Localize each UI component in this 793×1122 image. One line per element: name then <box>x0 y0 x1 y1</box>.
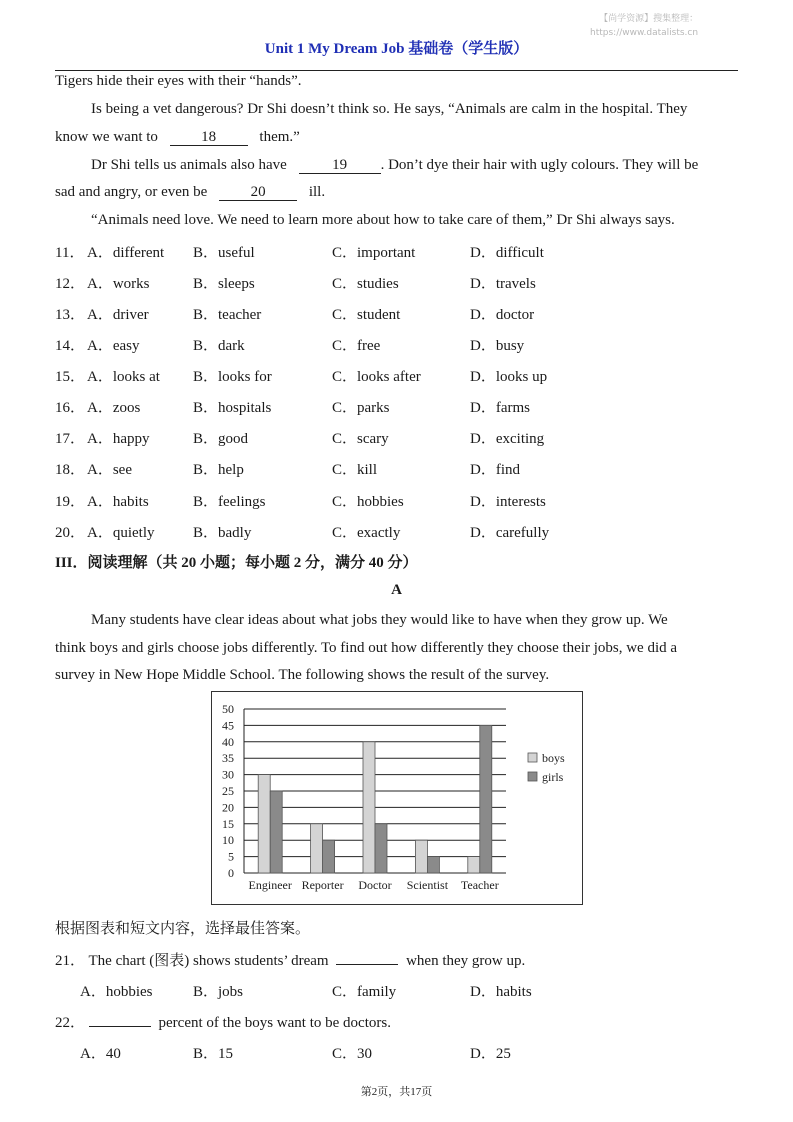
question-number: 15． <box>55 369 86 385</box>
option-c[interactable]: C．30 <box>332 1046 373 1062</box>
question-text: percent of the boys want to be doctors. <box>158 1015 391 1031</box>
passage-text: . Don’t dye their hair with ugly colours. They will be <box>380 157 699 173</box>
option-a[interactable]: A．zoos <box>87 400 141 416</box>
question-number: 11． <box>55 245 85 261</box>
page-number: 第2页，共17页 <box>360 1086 433 1098</box>
y-tick-label: 40 <box>222 734 234 749</box>
reading-line: think boys and girls choose jobs differently. To find out how differently they choose their jobs, we did a <box>55 640 678 656</box>
question-number: 21． <box>55 953 86 969</box>
question-number: 20． <box>55 525 86 541</box>
question-number: 17． <box>55 431 86 447</box>
watermark <box>590 12 698 40</box>
option-a[interactable]: A．hobbies <box>80 984 153 1000</box>
option-d[interactable]: D．25 <box>470 1046 511 1062</box>
y-tick-label: 5 <box>228 849 234 864</box>
answer-blank[interactable] <box>336 964 398 965</box>
legend-label: girls <box>542 770 564 784</box>
page-title: Unit 1 My Dream Job 基础卷（学生版） <box>264 41 529 57</box>
option-b[interactable]: B．dark <box>193 338 245 354</box>
option-d[interactable]: D．find <box>470 462 520 478</box>
question-number: 18． <box>55 462 86 478</box>
x-tick-label: Scientist <box>406 878 449 892</box>
reading-line: survey in New Hope Middle School. The following shows the result of the survey. <box>55 667 550 683</box>
option-c[interactable]: C．scary <box>332 431 389 447</box>
option-d[interactable]: D．difficult <box>470 245 544 261</box>
option-d[interactable]: D．interests <box>470 494 546 510</box>
question-number: 13． <box>55 307 86 323</box>
passage-line: Tigers hide their eyes with their “hands”. <box>55 73 302 89</box>
question-number: 19． <box>55 494 86 510</box>
option-c[interactable]: C．important <box>332 245 416 261</box>
question-text: The chart (图表) shows students’ dream <box>88 953 329 969</box>
section-heading: III．阅读理解（共 20 小题；每小题 2 分，满分 40 分） <box>55 555 418 571</box>
question-number: 14． <box>55 338 86 354</box>
option-a[interactable]: A．40 <box>80 1046 121 1062</box>
question-number: 12． <box>55 276 86 292</box>
question-21 <box>55 949 525 970</box>
legend-swatch-boys <box>528 753 537 762</box>
legend-label: boys <box>542 751 565 765</box>
passage-text: know we want to <box>55 129 158 145</box>
y-tick-label: 25 <box>222 784 234 798</box>
y-tick-label: 10 <box>222 833 234 848</box>
question-text: when they grow up. <box>406 953 526 969</box>
option-c[interactable]: C．parks <box>332 400 390 416</box>
passage-line: Is being a vet dangerous? Dr Shi doesn’t think so. He says, “Animals are calm in the hospital. They <box>91 101 688 117</box>
bar-girls <box>375 824 387 873</box>
option-b[interactable]: B．15 <box>193 1046 234 1062</box>
bar-girls <box>270 791 282 873</box>
option-b[interactable]: B．hospitals <box>193 400 272 416</box>
option-d[interactable]: D．busy <box>470 338 525 354</box>
option-b[interactable]: B．sleeps <box>193 276 255 292</box>
y-tick-label: 35 <box>222 751 234 766</box>
x-tick-label: Teacher <box>460 878 499 892</box>
question-number: 16． <box>55 400 86 416</box>
bar-boys <box>415 840 427 873</box>
option-a[interactable]: A．habits <box>87 494 149 510</box>
reading-line: Many students have clear ideas about what jobs they would like to have when they grow up. We <box>91 612 668 628</box>
option-c[interactable]: C．hobbies <box>332 494 404 510</box>
y-tick-label: 30 <box>222 767 234 782</box>
answer-blank[interactable] <box>89 1026 151 1027</box>
option-b[interactable]: B．good <box>193 431 249 447</box>
blank-18[interactable]: 18 <box>170 129 248 146</box>
y-tick-label: 45 <box>222 718 234 733</box>
blank-20[interactable]: 20 <box>219 184 297 201</box>
passage-label: A <box>391 582 402 598</box>
y-tick-label: 50 <box>222 702 234 716</box>
bar-chart <box>212 692 582 904</box>
option-a[interactable]: A．easy <box>87 338 140 354</box>
option-c[interactable]: C．looks after <box>332 369 421 385</box>
passage-line: “Animals need love. We need to learn more about how to take care of them,” Dr Shi always says. <box>91 212 675 228</box>
bar-boys <box>258 775 270 873</box>
y-tick-label: 0 <box>228 866 234 880</box>
passage-text: sad and angry, or even be <box>55 184 208 200</box>
watermark-line-1: 【尚学资源】搜集整理： <box>599 14 699 24</box>
option-a[interactable]: A．see <box>87 462 132 478</box>
x-tick-label: Doctor <box>358 878 392 892</box>
header-divider <box>55 70 738 71</box>
bar-boys <box>468 857 480 873</box>
option-b[interactable]: B．feelings <box>193 494 266 510</box>
option-b[interactable]: B．looks for <box>193 369 272 385</box>
option-d[interactable]: D．carefully <box>470 525 550 541</box>
option-c[interactable]: C．student <box>332 307 401 323</box>
option-d[interactable]: D．travels <box>470 276 536 292</box>
option-c[interactable]: C．kill <box>332 462 378 478</box>
option-d[interactable]: D．doctor <box>470 307 535 323</box>
bar-boys <box>311 824 323 873</box>
passage-line <box>91 157 698 174</box>
bar-girls <box>480 725 492 873</box>
y-tick-label: 20 <box>222 800 234 815</box>
legend-swatch-girls <box>528 772 537 781</box>
watermark-line-2: https://www.datalists.cn <box>590 28 699 38</box>
passage-text: ill. <box>308 184 326 200</box>
question-number: 22． <box>55 1015 86 1031</box>
instruction: 根据图表和短文内容，选择最佳答案。 <box>55 921 311 937</box>
x-tick-label: Reporter <box>301 878 344 892</box>
option-c[interactable]: C．studies <box>332 276 399 292</box>
bar-boys <box>363 742 375 873</box>
question-22 <box>55 1011 391 1032</box>
passage-line <box>55 184 325 201</box>
passage-text: Dr Shi tells us animals also have <box>91 157 287 173</box>
option-b[interactable]: B．useful <box>193 245 255 261</box>
option-d[interactable]: D．habits <box>470 984 532 1000</box>
blank-19[interactable]: 19 <box>299 157 381 174</box>
x-tick-label: Engineer <box>248 878 292 892</box>
option-d[interactable]: D．farms <box>470 400 530 416</box>
y-tick-label: 15 <box>222 816 234 831</box>
option-a[interactable]: A．driver <box>87 307 149 323</box>
option-c[interactable]: C．exactly <box>332 525 401 541</box>
bar-girls <box>427 857 439 873</box>
option-b[interactable]: B．jobs <box>193 984 244 1000</box>
option-c[interactable]: C．free <box>332 338 381 354</box>
option-a[interactable]: A．works <box>87 276 150 292</box>
survey-chart <box>211 691 583 905</box>
option-c[interactable]: C．family <box>332 984 397 1000</box>
option-a[interactable]: A．looks at <box>87 369 160 385</box>
option-b[interactable]: B．help <box>193 462 244 478</box>
passage-text: them.” <box>259 129 300 145</box>
passage-line <box>55 129 300 146</box>
option-a[interactable]: A．happy <box>87 431 150 447</box>
option-a[interactable]: A．quietly <box>87 525 155 541</box>
option-d[interactable]: D．exciting <box>470 431 545 447</box>
option-b[interactable]: B．teacher <box>193 307 262 323</box>
option-a[interactable]: A．different <box>87 245 165 261</box>
option-b[interactable]: B．badly <box>193 525 252 541</box>
bar-girls <box>323 840 335 873</box>
option-d[interactable]: D．looks up <box>470 369 548 385</box>
